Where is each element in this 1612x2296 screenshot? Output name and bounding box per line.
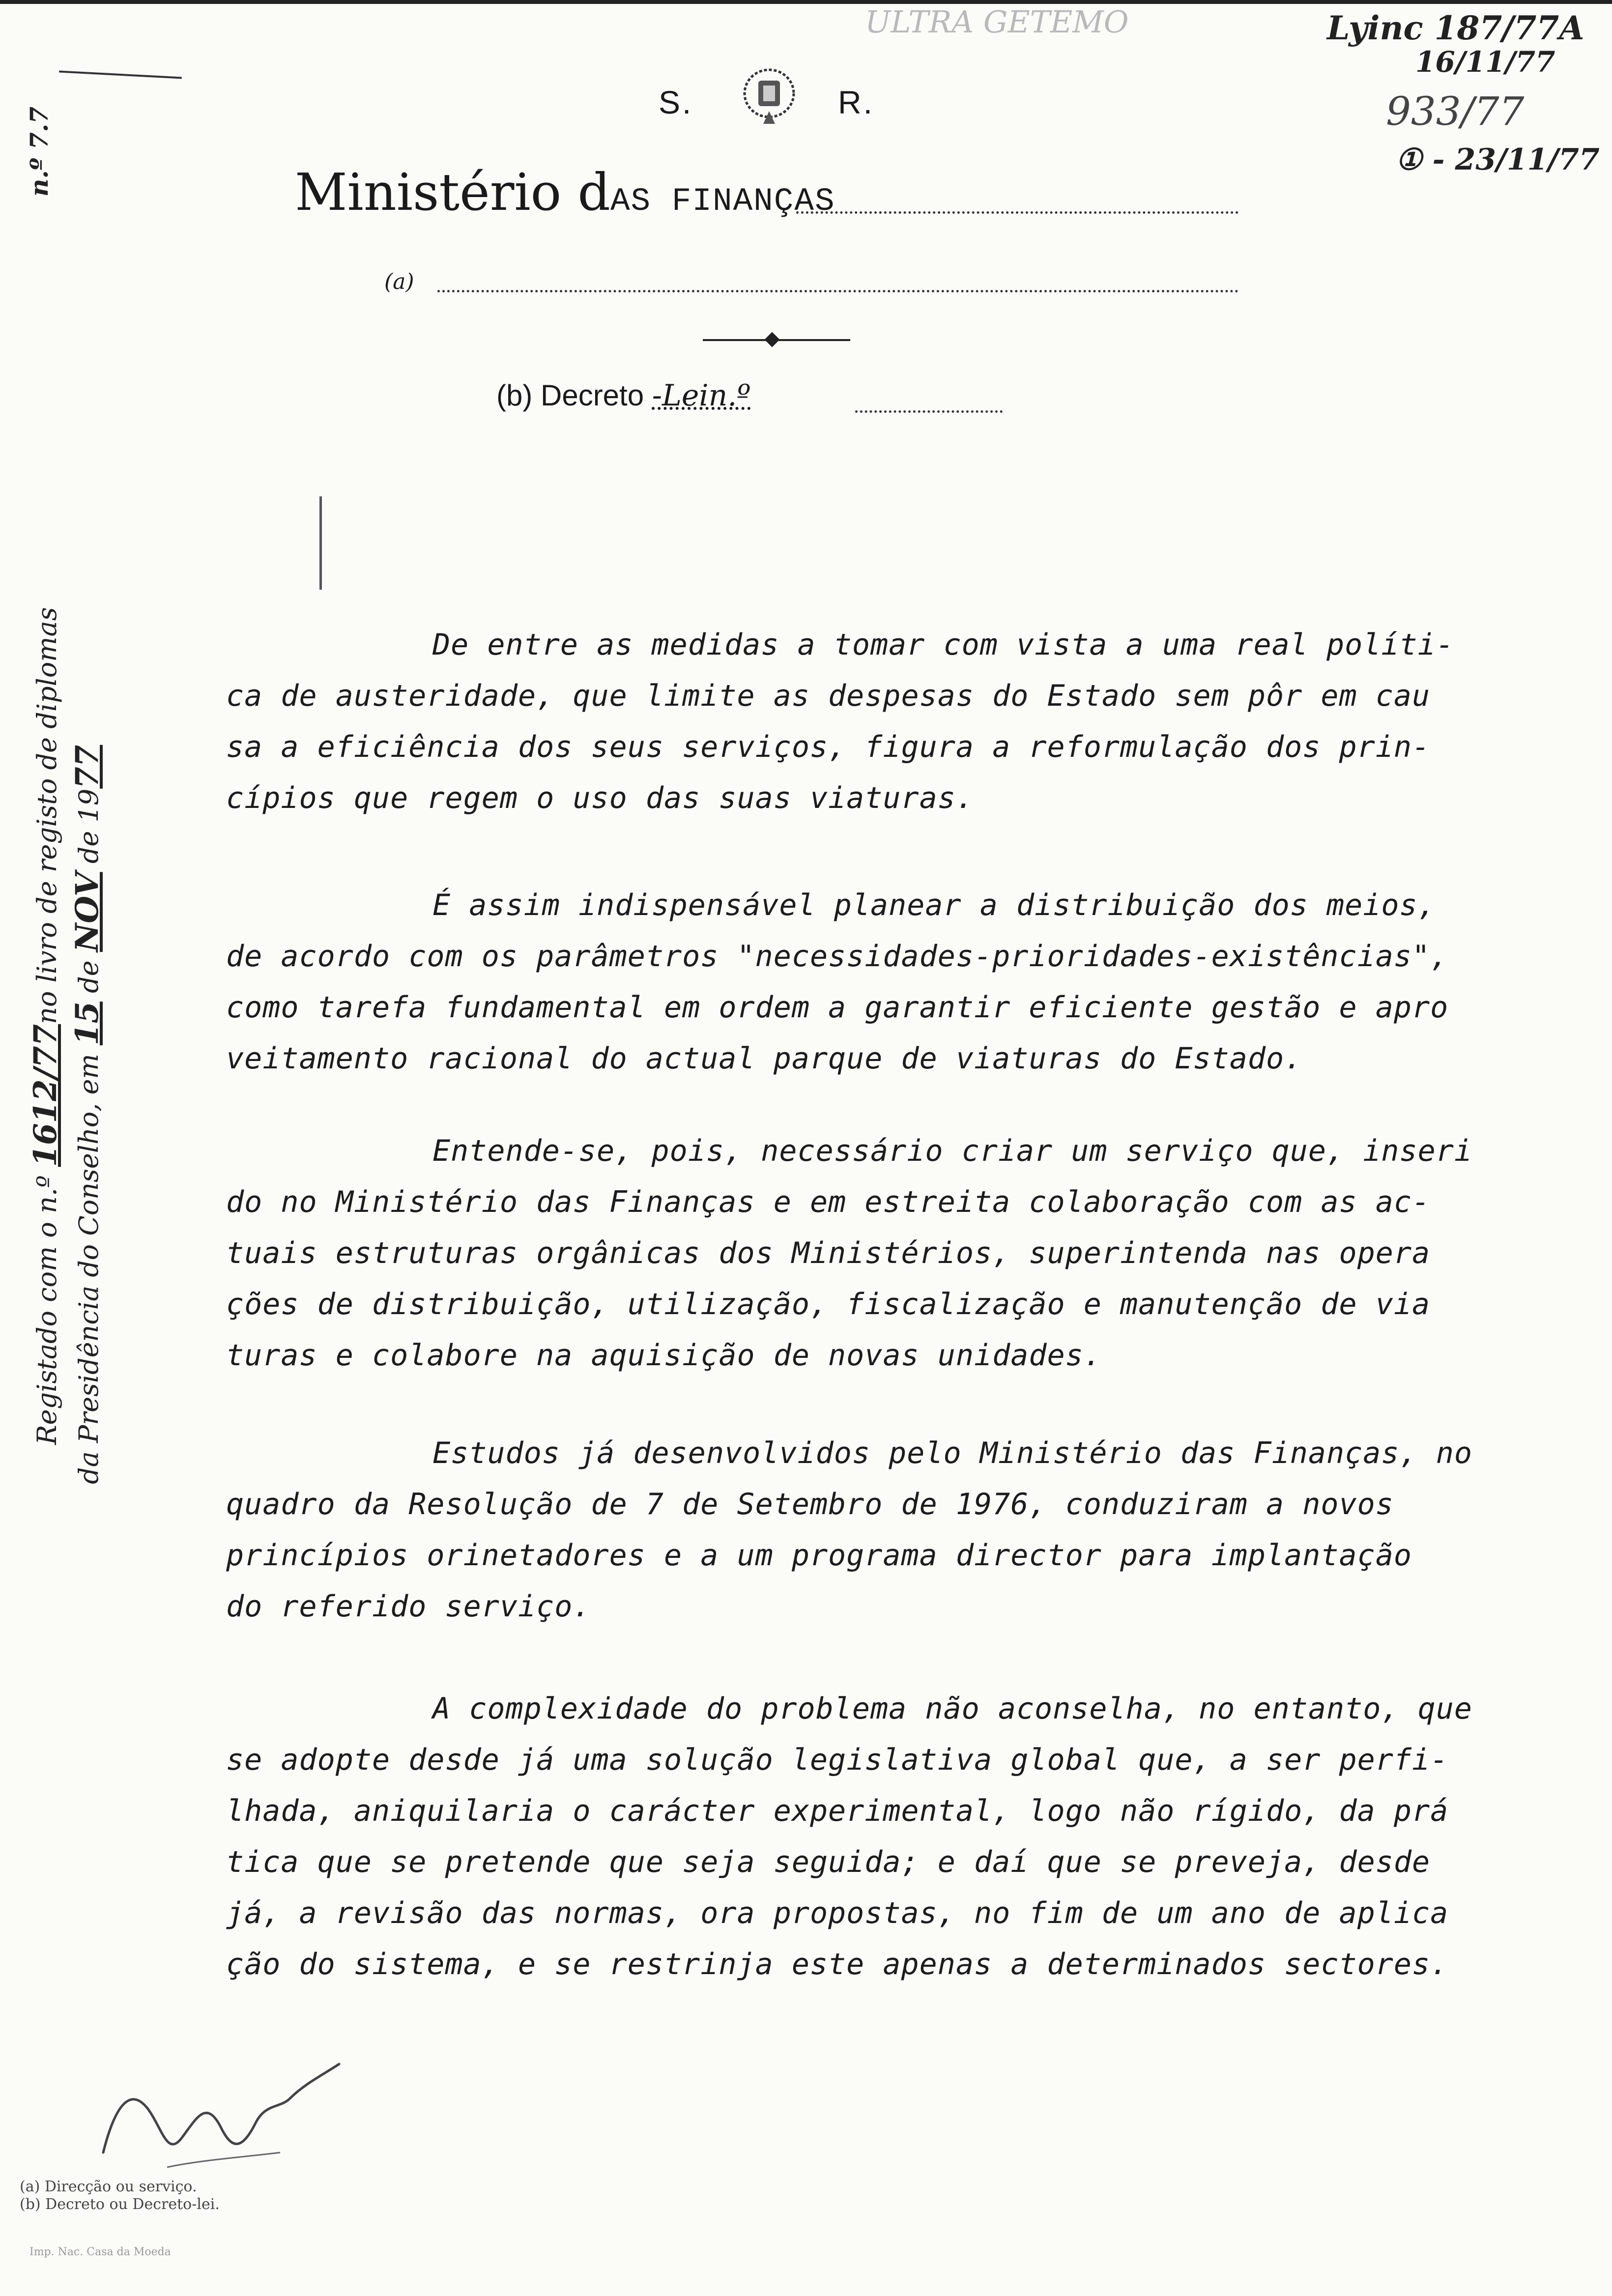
paragraph-line: já, a revisão das normas, ora propostas, no fim de um ano de aplica bbox=[226, 1896, 1449, 1930]
top-border bbox=[0, 0, 1612, 4]
paragraph-line: princípios orinetadores e a um programa director para implantação bbox=[226, 1538, 1412, 1573]
paragraph-line: Estudos já desenvolvidos pelo Ministério das Finanças, no bbox=[432, 1436, 1473, 1470]
margin-stroke bbox=[59, 70, 182, 79]
faint-stamp: ULTRA GETEMO bbox=[865, 4, 1129, 40]
paragraph-line: ca de austeridade, que limite as despesas do Estado sem pôr em cau bbox=[226, 679, 1431, 713]
registration-council: da Presidência do Conselho, em bbox=[73, 1054, 104, 1484]
header-letter-s: S. bbox=[659, 84, 693, 120]
service-fill-line bbox=[437, 290, 1238, 292]
paragraph-line: se adopte desde já uma solução legislativa global que, a ser perfi- bbox=[226, 1743, 1449, 1777]
registration-month: NOV bbox=[69, 872, 106, 952]
paragraph-line: lhada, aniquilaria o carácter experimental, logo não rígido, da prá bbox=[226, 1794, 1449, 1828]
ministry-title bbox=[295, 162, 835, 222]
paragraph-2 bbox=[226, 880, 1583, 1084]
decree-prefix: (b) Decreto bbox=[496, 379, 652, 412]
registration-note-line2 bbox=[69, 745, 106, 1484]
registration-day: 15 bbox=[69, 1002, 106, 1046]
binding-stroke bbox=[319, 496, 322, 590]
paragraph-line: do referido serviço. bbox=[226, 1589, 591, 1624]
printer-imprint: Imp. Nac. Casa da Moeda bbox=[29, 2246, 171, 2258]
registration-year-prefix: de 19 bbox=[73, 788, 104, 864]
footnote-b: (b) Decreto ou Decreto-lei. bbox=[20, 2196, 220, 2213]
ornament-diamond bbox=[764, 332, 779, 347]
registration-de: de bbox=[73, 960, 104, 993]
service-label: (a) bbox=[384, 269, 414, 294]
footnote-a: (a) Direcção ou serviço. bbox=[20, 2178, 197, 2195]
margin-mark: n.º 7.7 bbox=[25, 106, 54, 197]
registration-number: 1612/77 bbox=[27, 1024, 64, 1167]
ministry-prefix: Ministério d bbox=[295, 162, 610, 222]
handwritten-reference: Lyinc 187/77A bbox=[1327, 9, 1584, 47]
paragraph-line: de acordo com os parâmetros "necessidades-prioridades-existências", bbox=[226, 939, 1449, 974]
registration-note-line1 bbox=[27, 607, 64, 1445]
paragraph-line: como tarefa fundamental em ordem a garantir eficiente gestão e apro bbox=[226, 990, 1449, 1025]
paragraph-3 bbox=[226, 1125, 1583, 1381]
decree-type: -Lein.º bbox=[652, 378, 751, 413]
paragraph-4 bbox=[226, 1428, 1583, 1632]
paragraph-line: Entende-se, pois, necessário criar um serviço que, inseri bbox=[432, 1134, 1473, 1168]
paragraph-line: cípios que regem o uso das suas viaturas. bbox=[226, 781, 975, 815]
paragraph-line: tica que se pretende que seja seguida; e daí que se preveja, desde bbox=[226, 1845, 1431, 1879]
registration-book: no livro de registo de diplomas bbox=[31, 607, 62, 1024]
ministry-name: AS FINANÇAS bbox=[610, 183, 835, 220]
paragraph-line: turas e colabore na aquisição de novas unidades. bbox=[226, 1338, 1102, 1373]
handwritten-date-2: ① - 23/11/77 bbox=[1396, 143, 1600, 177]
paragraph-line: tuais estruturas orgânicas dos Ministérios, superintenda nas opera bbox=[226, 1236, 1431, 1270]
paragraph-line: veitamento racional do actual parque de viaturas do Estado. bbox=[226, 1041, 1303, 1076]
decree-number-line bbox=[855, 410, 1003, 413]
paragraph-line: ção do sistema, e se restrinja este apenas a determinados sectores. bbox=[226, 1947, 1449, 1981]
decree-label bbox=[496, 378, 751, 413]
header-letter-r: R. bbox=[838, 84, 874, 120]
paragraph-line: sa a eficiência dos seus serviços, figura a reformulação dos prin- bbox=[226, 730, 1431, 764]
registration-year: 77 bbox=[69, 745, 106, 789]
paragraph-line: ções de distribuição, utilização, fiscalização e manutenção de via bbox=[226, 1287, 1431, 1321]
paragraph-1 bbox=[226, 619, 1583, 824]
handwritten-date: 16/11/77 bbox=[1415, 45, 1555, 79]
paragraph-line: quadro da Resolução de 7 de Setembro de 1976, conduziram a novos bbox=[226, 1487, 1394, 1521]
ministry-fill-line bbox=[796, 211, 1238, 214]
registration-prefix: Registado com o n.º bbox=[31, 1175, 62, 1445]
paragraph-5 bbox=[226, 1683, 1583, 1990]
paragraph-line: A complexidade do problema não aconselha, no entanto, que bbox=[432, 1692, 1473, 1726]
paragraph-line: De entre as medidas a tomar com vista a uma real políti- bbox=[432, 628, 1454, 662]
stamped-number: 933/77 bbox=[1386, 88, 1525, 134]
coat-of-arms-icon bbox=[740, 64, 799, 128]
paragraph-line: É assim indispensável planear a distribuição dos meios, bbox=[432, 888, 1436, 922]
paragraph-line: do no Ministério das Finanças e em estreita colaboração com as ac- bbox=[226, 1185, 1431, 1219]
signature-scribble bbox=[93, 2054, 349, 2182]
